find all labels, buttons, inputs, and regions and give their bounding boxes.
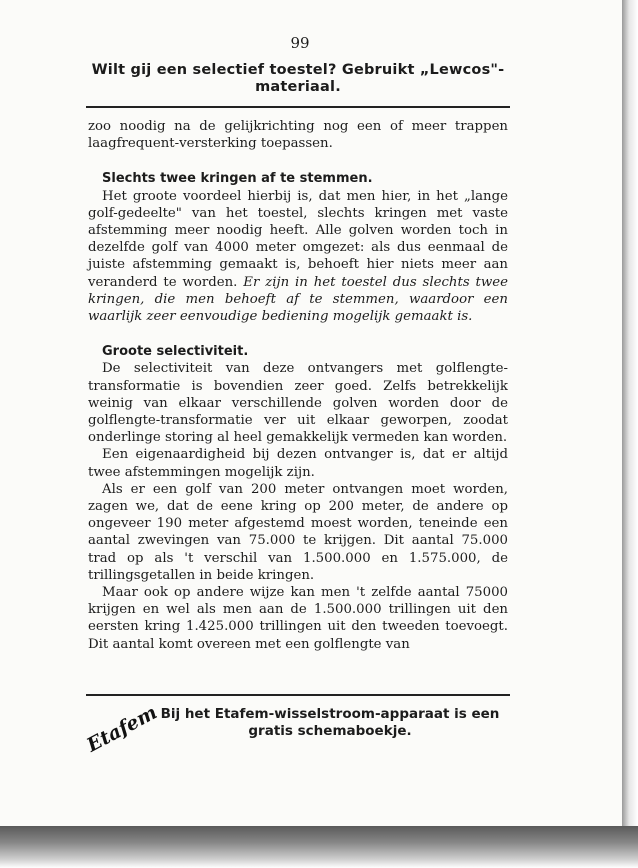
page-edge-shadow-right [622, 0, 638, 868]
paragraph-intro: zoo noodig na de gelijkrichting nog een of meer trappen laagfrequent-versterking toepassen. [88, 119, 508, 152]
running-header [86, 62, 510, 96]
body-text [88, 118, 508, 653]
paragraph-twee-kringen-regular: Het groote voordeel hierbij is, dat men hier, in het „lange golf-gedeelte" van het toestel, slechts kringen met vaste afstemming meer noodig heeft. Alle golven worden toch in dezelfde golf van 4000 meter omgezet: als dus eenmaal de juiste afstemming gemaakt is, behoeft hier niets meer aan veranderd te worden. [88, 188, 508, 290]
footer-text [150, 706, 510, 740]
paragraph-golf-200: Als er een golf van 200 meter ontvangen moet worden, zagen we, dat de eene kring op 200 meter, de andere op ongeveer 190 meter afgestemd moest worden, teneinde een aantal zwevingen van 75.000 te krijgen. Dit aantal 75.000 trad op als 't verschil van 1.500.000 en 1.575.000, de trillingsgetallen in beide kringen. [88, 481, 508, 583]
paragraph-twee-kringen [88, 188, 508, 326]
header-rule [86, 106, 510, 108]
paragraph-selectiviteit: De selectiviteit van deze ontvangers met golflengte-transformatie is bovendien zeer goed. Zelfs betrekkelijk weinig van elkaar verschillende golven worden door de golflengte-transformatie ver uit elkaar geworpen, zoodat onderlinge storing al heel gemakkelijk vermeden kan worden. [88, 361, 508, 446]
footer-advert [83, 701, 510, 757]
paragraph-andere-wijze: Maar ook op andere wijze kan men 't zelfde aantal 75000 krijgen en wel als men aan de 1.500.000 trillingen uit den eersten kring 1.425.000 trillingen uit den tweeden toevoegt. Dit aantal komt overeen met een golflengte van [88, 585, 508, 652]
running-header-line2: materiaal. [255, 79, 341, 95]
etafem-logo: Etafem [83, 701, 161, 757]
section-heading-twee-kringen: Slechts twee kringen af te stemmen. [102, 171, 373, 187]
footer-line2: gratis schemaboekje. [248, 723, 412, 739]
footer-rule [86, 694, 510, 696]
footer-line1: Bij het Etafem-wisselstroom-apparaat is een [160, 706, 500, 722]
page-edge-shadow-bottom [0, 826, 638, 868]
page-number: 99 [290, 34, 310, 52]
paragraph-twee-kringen-italic: Er zijn in het toestel dus slechts twee kringen, die men behoeft af te stemmen, waardoor een waarlijk zeer eenvoudige bediening mogelijk gemaakt is. [88, 274, 509, 325]
running-header-line1: Wilt gij een selectief toestel? Gebruikt „Lewcos"- [91, 62, 505, 78]
section-heading-selectiviteit: Groote selectiviteit. [102, 344, 249, 360]
paragraph-eigenaardigheid: Een eigenaardigheid bij dezen ontvanger is, dat er altijd twee afstemmingen mogelijk zijn. [88, 447, 508, 480]
